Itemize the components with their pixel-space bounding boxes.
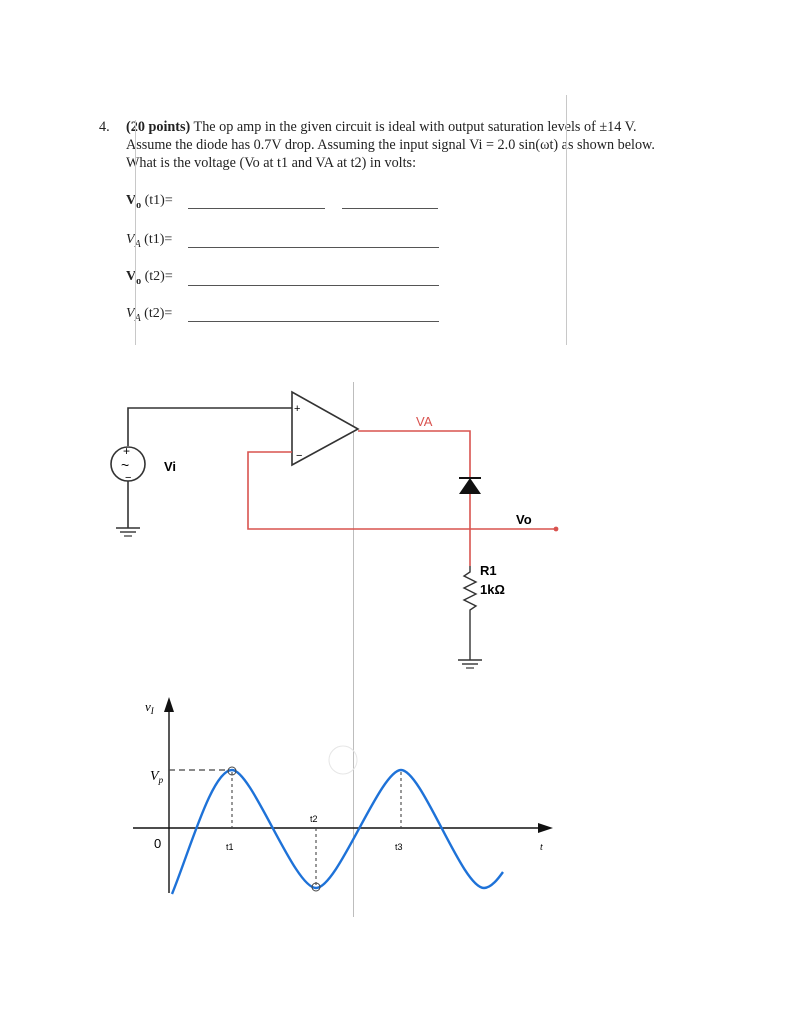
y-axis-arrow-icon <box>164 697 174 712</box>
t-axis-label: t <box>540 842 543 853</box>
scan-artifact <box>329 746 357 774</box>
t1-label: t1 <box>226 842 234 852</box>
resistor-icon <box>464 566 476 660</box>
t3-label: t3 <box>395 842 403 852</box>
r1-label: R1 <box>480 563 497 578</box>
source-minus-sign: − <box>125 472 132 484</box>
vp-label: $V_p$ <box>150 769 164 785</box>
x-axis-arrow-icon <box>538 823 553 833</box>
va-label: VA <box>416 414 433 429</box>
diode-icon <box>459 478 481 494</box>
opamp-minus-sign: − <box>296 450 303 462</box>
t2-label: t2 <box>310 814 318 824</box>
y-axis-label: $v_I$ <box>145 699 154 716</box>
r1-value: 1kΩ <box>480 582 505 597</box>
points-label: (20 points) <box>126 119 191 135</box>
question-line-3: What is the voltage (Vo at t1 and VA at t2) in volts: <box>126 155 417 171</box>
vo-label: Vo <box>516 512 532 527</box>
question-line-2: Assume the diode has 0.7V drop. Assuming the input signal Vi = 2.0 sin(ωt) as shown below. <box>126 137 655 153</box>
vi-label: Vi <box>164 459 177 474</box>
output-wire <box>358 431 470 478</box>
blank-va-t1: $V_A$ (t1)= <box>126 232 173 250</box>
question-line-1-text: The op amp in the given circuit is ideal with output saturation levels of ±14 V. <box>190 119 637 135</box>
blank-vo-t2: $V_o$ (t2)= <box>126 269 173 287</box>
blank-vo-t1: $V_o$ (t1)= <box>126 193 173 211</box>
origin-label: 0 <box>154 836 162 851</box>
vo-node <box>554 527 559 532</box>
input-sine-wave <box>172 770 503 894</box>
source-tilde: ~ <box>121 457 130 473</box>
opamp-plus-sign: + <box>294 403 301 415</box>
input-wire <box>128 408 292 446</box>
question-number: 4. <box>99 119 110 135</box>
blank-va-t2: $V_A$ (t2)= <box>126 306 173 324</box>
source-plus-sign: + <box>123 444 131 458</box>
